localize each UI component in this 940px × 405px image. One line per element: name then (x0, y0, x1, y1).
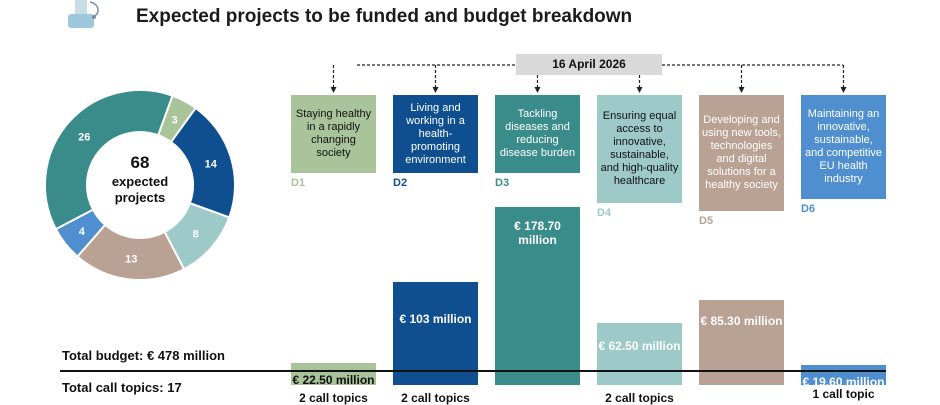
connector-arrow-1 (331, 87, 337, 93)
donut-slice-label-d2: 14 (204, 158, 217, 171)
donut-slice-label-d5: 4 (78, 225, 85, 238)
date-badge: 16 April 2026 (516, 54, 662, 75)
call-topics-label-d2: 2 call topics (401, 391, 470, 405)
donut-center-label-line2: projects (114, 190, 166, 205)
destination-code-d5: D5 (699, 215, 714, 227)
donut-center-number: 68 (130, 153, 150, 172)
budget-bar-label-d6: € 19.60 million (802, 375, 885, 390)
donut-slice-label-d4: 13 (125, 253, 138, 266)
destination-name: Developing and using new tools, technologies and digital solutions for a healthy society (702, 114, 781, 191)
destination-code-d1: D1 (291, 177, 306, 189)
destination-name: Staying healthy in a rapidly changing society (295, 108, 372, 159)
projects-donut-chart (40, 80, 250, 290)
budget-bar-d5 (699, 300, 784, 385)
budget-bar-d6 (801, 365, 886, 390)
budget-bar-d3 (495, 207, 580, 385)
donut-slice-label-d1: 3 (171, 114, 178, 127)
destination-code-d3: D3 (495, 177, 510, 189)
connector-arrow-6 (841, 87, 847, 93)
connector-arrow-4 (637, 87, 643, 93)
destination-card-d4 (597, 95, 682, 203)
destination-card-d2 (393, 95, 478, 173)
call-topics-label-d1: 2 call topics (299, 391, 368, 405)
call-topics-label-d3: 6 call topics (503, 391, 572, 405)
destination-card-d1 (291, 95, 376, 173)
destination-card-d5 (699, 95, 784, 211)
destination-name: Ensuring equal access to innovative, sustainable, and high-quality healthcare (600, 110, 679, 187)
total-budget-label: Total budget: € 478 million (62, 348, 225, 363)
budget-bar-label-d1: € 22.50 million (292, 372, 375, 387)
donut-slice-d6 (45, 90, 172, 229)
destination-card-d6 (801, 95, 886, 199)
destination-name: Living and working in a health-promoting environment (405, 101, 466, 166)
destination-code-d4: D4 (597, 207, 612, 219)
donut-center-label-line1: expected (111, 174, 169, 189)
budget-bar-d4 (597, 323, 682, 385)
call-topics-label-d4: 2 call topics (605, 391, 674, 405)
destination-name: Tackling diseases and reducing disease burden (499, 108, 576, 159)
budget-bar-label-d5: € 85.30 million (700, 314, 783, 329)
connector-arrow-2 (433, 87, 439, 93)
destination-name: Maintaining an innovative, sustainable, and competitive EU health industry (804, 108, 883, 185)
donut-slice-label-d6: 26 (78, 131, 91, 144)
connector-arrow-5 (739, 87, 745, 93)
budget-bar-d1 (291, 363, 376, 385)
connector-arrow-3 (535, 87, 541, 93)
donut-slice-label-d3: 8 (192, 228, 199, 241)
call-topics-label-d6: 1 call topic (812, 387, 875, 401)
page-title: Expected projects to be funded and budget breakdown (136, 6, 633, 27)
destination-code-d2: D2 (393, 177, 408, 189)
destination-card-d3 (495, 95, 580, 173)
budget-bar-label-d4: € 62.50 million (598, 338, 681, 353)
destination-code-d6: D6 (801, 203, 816, 215)
chart-baseline (60, 370, 886, 372)
budget-bar-label-d3: € 178.70 million (514, 219, 561, 247)
total-topics-label: Total call topics: 17 (62, 380, 182, 395)
budget-bar-label-d2: € 103 million (399, 312, 472, 327)
